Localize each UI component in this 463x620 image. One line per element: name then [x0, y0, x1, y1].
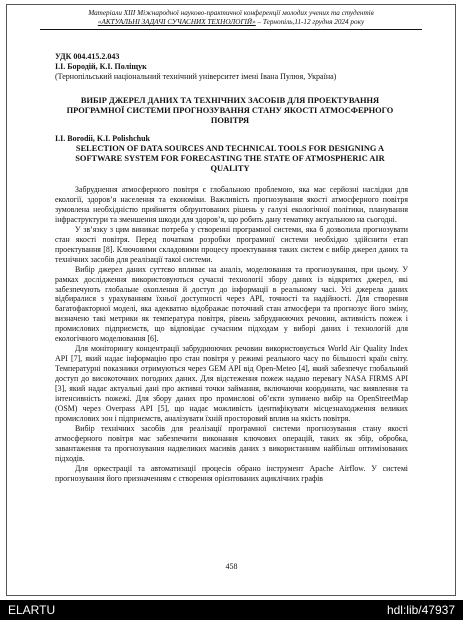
conference-place-date: – Тернопіль,11-12 грудня 2024 року [255, 18, 365, 26]
conference-header-line2 [40, 18, 422, 27]
authors-en: I.I. Borodii, K.I. Polishchuk [55, 134, 150, 143]
paragraph: Для моніторингу концентрації забруднюючих речовин використовується World Air Quality Index API [7], який надає інформацію про стан повітря у режимі реального часу по більшості країн світу. Температурні показники отримуються через GEM API від Open-Meteo [4], який забезпечує глобальний доступ до високоточних погодних даних. Для відстеження пожеж надано перевагу NASA FIRMS API [3], який надає актуальні дані про активні точки займання, включаючи координати, час виявлення та інтенсивність пожежі. Для збору даних про промислові об’єкти зупинено вибір на OpenStreetMap (OSM) через Overpass API [5], що надає можливість ідентифікувати місцезнаходження великих промислових зон і підприємств, аналізувати їхній просторовий вплив на якість повітря. [55, 344, 408, 423]
handle-link[interactable]: hdl:lib/47937 [386, 603, 455, 617]
paragraph: У зв’язку з цим виникає потреба у створенні програмної системи, яка б дозволила прогнозувати стан якості повітря. Перед початком розробки програмної системи необхідно здійснити етап проектування [8]. Ключовими складовими процесу проектування таких систем є вибір джерел даних та технічних засобів для реалізації такої системи. [55, 224, 408, 264]
conference-title: «АКТУАЛЬНІ ЗАДАЧІ СУЧАСНИХ ТЕХНОЛОГІЙ» [97, 18, 256, 26]
title-ua: ВИБІР ДЖЕРЕЛ ДАНИХ ТА ТЕХНІЧНИХ ЗАСОБІВ ДЛЯ ПРОЕКТУВАННЯ ПРОГРАМНОЇ СИСТЕМИ ПРОГНОЗУВАННЯ СТАНУ ЯКОСТІ АТМОСФЕРНОГО ПОВІТРЯ [66, 96, 394, 126]
affiliation-ua: (Тернопільський національний технічний університет імені Івана Пулюя, Україна) [55, 72, 337, 81]
paragraph: Вибір технічних засобів для реалізації програмної системи прогнозування стану якості атмосферного повітря має забезпечити виконання ключових операцій, таких як збір, обробка, завантаження та прогнозування надвеликих масивів даних з використанням найбільш оптимізованих підходів. [55, 423, 408, 463]
udc-code: УДК 004.415.2.043 [55, 52, 120, 61]
repository-footer [0, 600, 463, 620]
repository-name: ELARTU [8, 603, 56, 617]
page-number: 458 [225, 562, 238, 571]
paragraph: Для оркестрації та автоматизації процесів обрано інструмент Apache Airflow. У системі прогнозування його призначенням є створення орієнтованих ациклічних графів [55, 463, 408, 483]
article-body [55, 185, 408, 484]
paragraph: Забруднення атмосферного повітря є глобальною проблемою, яка має серйозні наслідки для екології, здоров’я населення та економіки. Важливість прогнозування якості атмосферного повітря зумовлена необхідністю прийняття обґрунтованих рішень у галузі екологічної політики, планування інфраструктури та зменшення шкоди для здоров’я, що робить дану тематику актуальною на сьогодні. [55, 185, 408, 224]
title-en: SELECTION OF DATA SOURCES AND TECHNICAL TOOLS FOR DESIGNING A SOFTWARE SYSTEM FOR FORECASTING THE STATE OF ATMOSPHERIC AIR QUALITY [75, 144, 385, 174]
header-rule [40, 29, 422, 30]
authors-ua: І.І. Бородій, К.І. Поліщук [55, 62, 147, 71]
paragraph: Вибір джерел даних суттєво впливає на аналіз, моделювання та прогнозування, при цьому. У рамках дослідження використовуються сучасні технології збору даних із відкритих джерел, які забезпечують глобальне охоплення й доступ до інформації в реальному часі. Усі джерела даних відбиралися з урахуванням їхньої доступності через API, точності та надійності. Для створення багатофакторної моделі, яка адекватно відображає поточний стан атмосфери та прогнозує його зміну, визначено такі метрики як температура повітря, рівень забруднюючих речовин, активність пожеж і промислових підприємств, що відповідає сучасним підходам у виборі даних і технологій для екологічного моделювання [6]. [55, 264, 408, 344]
conference-header-line1: Матеріали XIII Міжнародної науково-практичної конференції молодих учених та студентів [88, 9, 374, 17]
